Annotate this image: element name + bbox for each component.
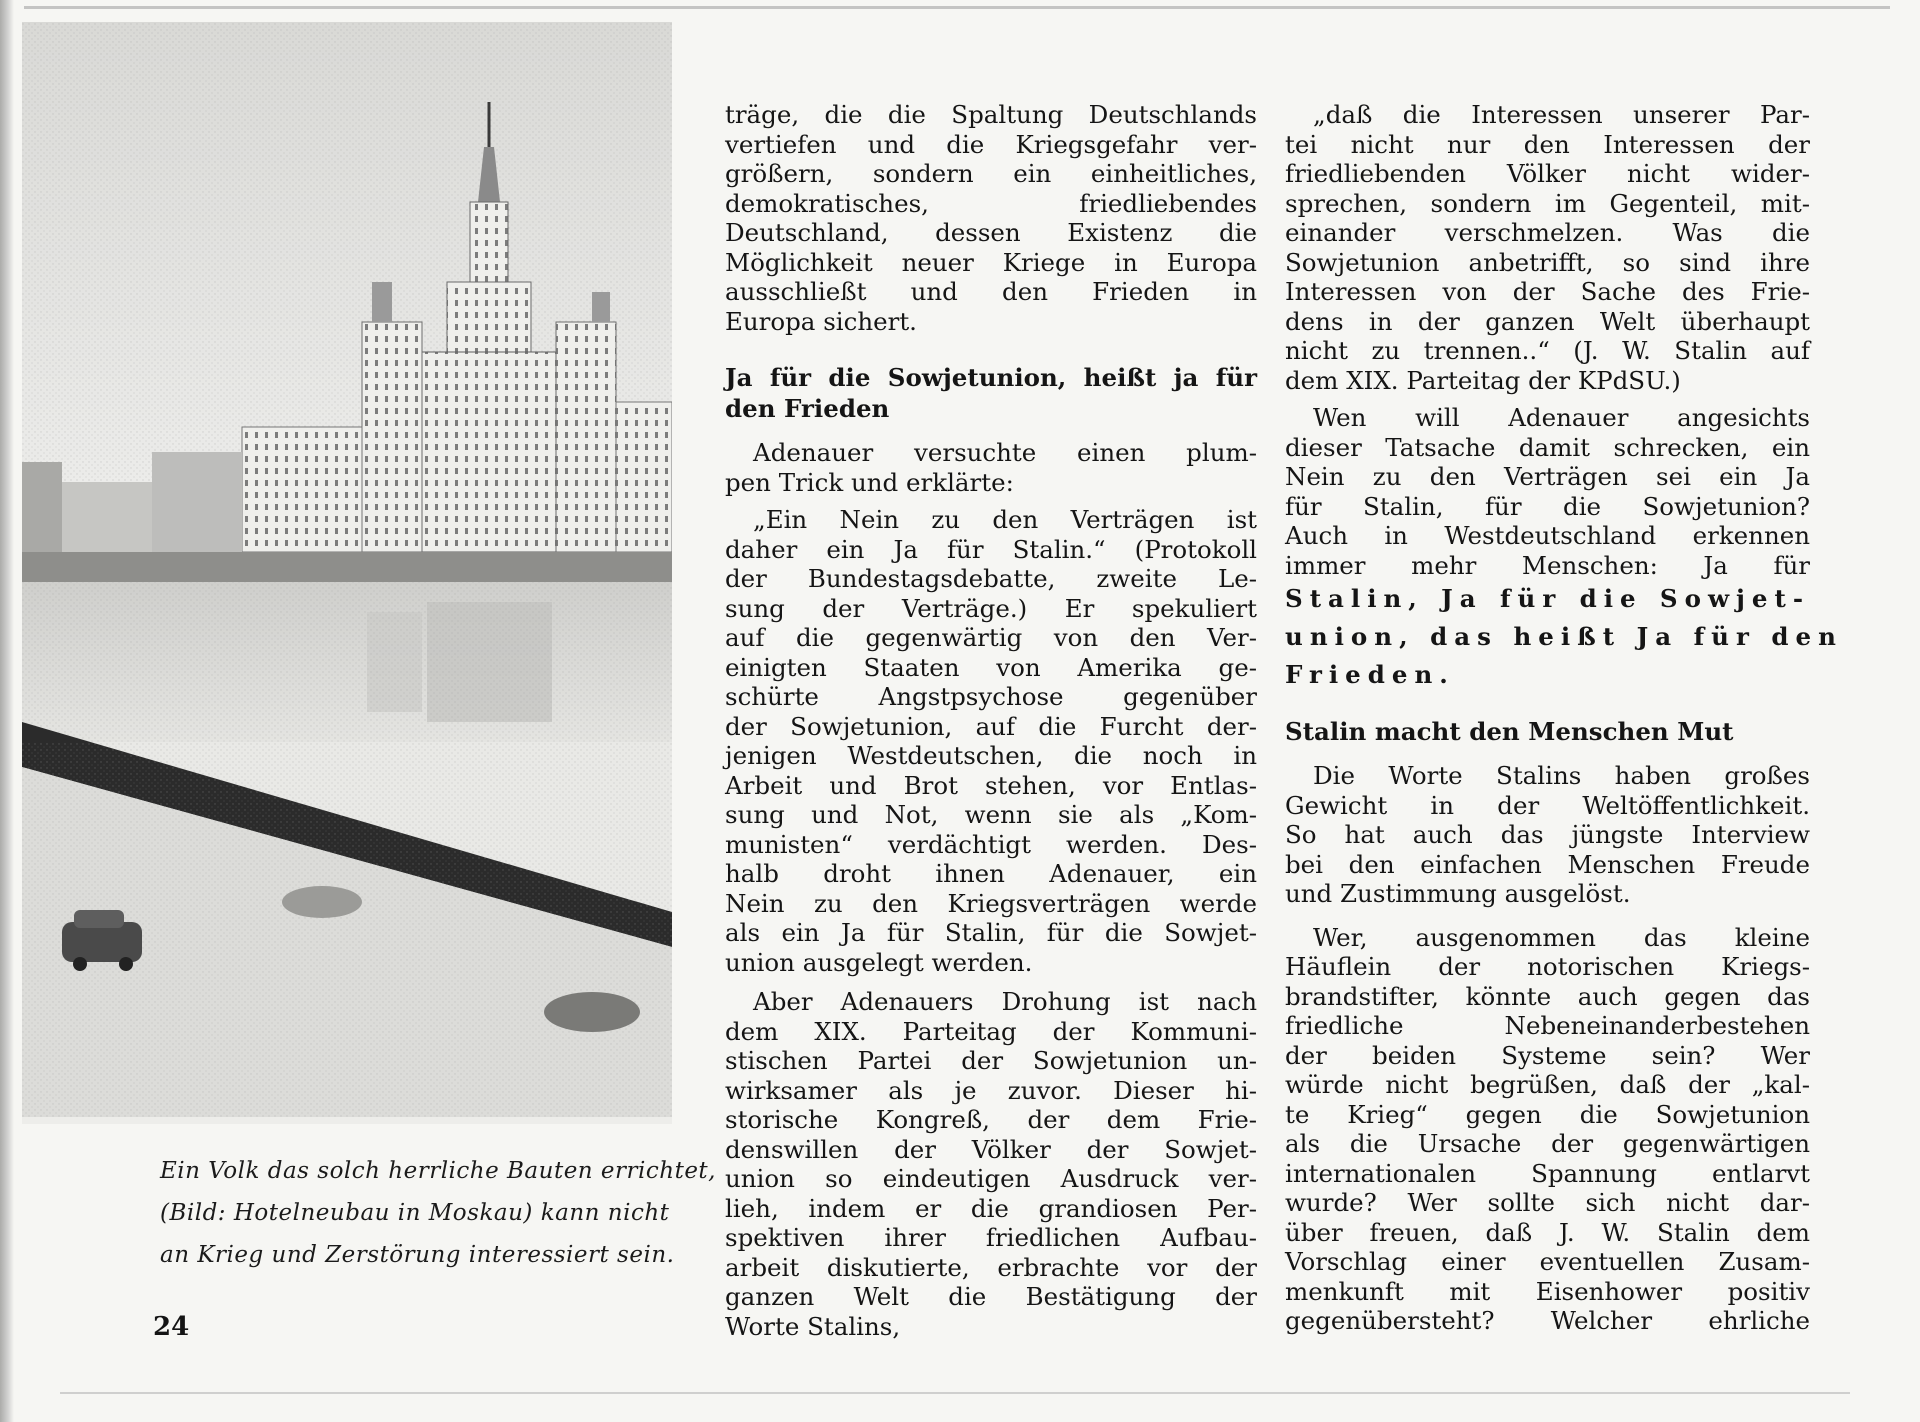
text-line: brandstifter, könnte auch gegen das: [1285, 981, 1810, 1011]
text-line: Die Worte Stalins haben großes: [1313, 761, 1810, 790]
text-line: Vorschlag einer eventuellen Zusam-: [1285, 1247, 1810, 1276]
text-line: Europa sichert.: [725, 306, 917, 336]
bottom-border: [60, 1392, 1850, 1394]
text-line: tei nicht nur den Interessen der: [1285, 129, 1810, 159]
text-line: größern, sondern ein einheitliches,: [725, 159, 1257, 188]
text-line: als die Ursache der gegenwärtigen: [1285, 1129, 1810, 1158]
paragraph: [725, 100, 1257, 336]
paragraph: [1285, 403, 1843, 694]
text-line: Auch in Westdeutschland erkennen: [1285, 521, 1810, 550]
text-line: Nein zu den Kriegsverträgen werde: [725, 888, 1257, 918]
section-heading: [725, 362, 1257, 424]
text-line: „daß die Interessen unserer Par-: [1313, 100, 1810, 129]
text-line: bei den einfachen Menschen Freude: [1285, 849, 1810, 879]
paragraph: [725, 438, 1257, 497]
text-line: spektiven ihrer friedlichen Aufbau-: [725, 1223, 1257, 1252]
text-line: Gewicht in der Weltöffentlichkeit.: [1285, 790, 1810, 820]
text-line: einander verschmelzen. Was die: [1285, 218, 1810, 247]
text-line: Worte Stalins,: [725, 1311, 901, 1341]
caption-line: an Krieg und Zerstörung interessiert sein.: [160, 1242, 675, 1268]
text-line: ausschließt und den Frieden in: [725, 277, 1257, 306]
text-line: der Sowjetunion, auf die Furcht der-: [725, 711, 1257, 741]
text-line: der Bundestagsdebatte, zweite Le-: [725, 564, 1257, 593]
page-edge-shadow: [0, 0, 14, 1422]
spaced-text-line: Frieden.: [1285, 660, 1455, 689]
text-line: für Stalin, für die Sowjetunion?: [1285, 491, 1810, 521]
text-line: wurde? Wer sollte sich nicht dar-: [1285, 1188, 1810, 1217]
text-line: menkunft mit Eisenhower positiv: [1285, 1276, 1810, 1306]
heading-line: Stalin macht den Menschen Mut: [1285, 717, 1734, 746]
text-line: der beiden Systeme sein? Wer: [1285, 1040, 1810, 1070]
text-line: Häuflein der notorischen Kriegs-: [1285, 952, 1810, 981]
top-border: [24, 6, 1890, 9]
text-line: Aber Adenauers Drohung ist nach: [753, 987, 1257, 1016]
text-line: sprechen, sondern im Gegenteil, mit-: [1285, 188, 1810, 218]
photo-caption: [160, 1150, 716, 1276]
paragraph: [725, 987, 1257, 1341]
text-line: immer mehr Menschen: Ja für: [1285, 550, 1810, 580]
text-line: friedliche Nebeneinanderbestehen: [1285, 1011, 1810, 1040]
text-line: Wen will Adenauer angesichts: [1313, 403, 1810, 432]
text-line: Nein zu den Verträgen sei ein Ja: [1285, 462, 1810, 491]
text-line: einigten Staaten von Amerika ge-: [725, 652, 1257, 682]
text-line: Deutschland, dessen Existenz die: [725, 218, 1257, 247]
text-line: union ausgelegt werden.: [725, 947, 1033, 977]
text-line: Arbeit und Brot stehen, vor Entlas-: [725, 770, 1257, 800]
tower-main-block: [422, 352, 556, 552]
text-line: dens in der ganzen Welt überhaupt: [1285, 306, 1810, 336]
text-line: „Ein Nein zu den Verträgen ist: [753, 505, 1257, 534]
text-line: vertiefen und die Kriegsgefahr ver-: [725, 129, 1257, 159]
text-line: dem XIX. Parteitag der KPdSU.): [1285, 365, 1681, 395]
text-line: storische Kongreß, der dem Frie-: [725, 1105, 1257, 1134]
text-line: Wer, ausgenommen das kleine: [1313, 922, 1810, 952]
car-right: [544, 992, 640, 1032]
text-line: und Zustimmung ausgelöst.: [1285, 879, 1631, 908]
text-line: wirksamer als je zuvor. Dieser hi-: [725, 1075, 1257, 1105]
text-line: union so eindeutigen Ausdruck ver-: [725, 1164, 1257, 1193]
text-line: nicht zu trennen..“ (J. W. Stalin auf: [1285, 336, 1810, 365]
text-line: denswillen der Völker der Sowjet-: [725, 1134, 1257, 1164]
text-line: würde nicht begrüßen, daß der „kal-: [1285, 1070, 1810, 1099]
text-line: munisten“ verdächtigt werden. Des-: [725, 829, 1257, 859]
paragraph: [1285, 761, 1810, 909]
text-line: te Krieg“ gegen die Sowjetunion: [1285, 1099, 1810, 1129]
text-line: als ein Ja für Stalin, für die Sowjet-: [725, 918, 1257, 947]
spaced-text-line: union, das heißt Ja für den: [1285, 622, 1843, 651]
text-line: pen Trick und erklärte:: [725, 467, 1014, 497]
paragraph: [1285, 100, 1810, 395]
text-line: auf die gegenwärtig von den Ver-: [725, 623, 1257, 652]
text-line: jenigen Westdeutschen, die noch in: [725, 741, 1257, 770]
text-line: träge, die die Spaltung Deutschlands: [725, 100, 1257, 129]
text-line: dem XIX. Parteitag der Kommuni-: [725, 1016, 1257, 1046]
paragraph: [1285, 923, 1810, 1336]
car-center: [282, 886, 362, 918]
text-line: demokratisches, friedliebendes: [725, 188, 1257, 218]
section-heading: [1285, 716, 1810, 747]
hotel-photo: [22, 22, 672, 1124]
text-line: stischen Partei der Sowjetunion un-: [725, 1046, 1257, 1075]
text-column-1: [725, 100, 1257, 1341]
text-line: gegenübersteht? Welcher ehrliche: [1285, 1306, 1810, 1335]
text-line: internationalen Spannung entlarvt: [1285, 1158, 1810, 1188]
text-line: Interessen von der Sache des Frie-: [1285, 277, 1810, 306]
text-line: schürte Angstpsychose gegenüber: [725, 682, 1257, 711]
text-line: sung und Not, wenn sie als „Kom-: [725, 800, 1257, 829]
text-line: lieh, indem er die grandiosen Per-: [725, 1193, 1257, 1223]
page-number: 24: [153, 1312, 190, 1342]
text-line: dieser Tatsache damit schrecken, ein: [1285, 432, 1810, 462]
text-column-2: [1285, 100, 1843, 1336]
paragraph: [725, 505, 1257, 977]
spaced-text-line: Stalin, Ja für die Sowjet-: [1285, 584, 1810, 613]
text-line: daher ein Ja für Stalin.“ (Protokoll: [725, 534, 1257, 564]
hotel-photo-drawing: [22, 22, 672, 1124]
text-line: arbeit diskutierte, erbrachte vor der: [725, 1252, 1257, 1282]
text-line: Sowjetunion anbetrifft, so sind ihre: [1285, 247, 1810, 277]
text-line: So hat auch das jüngste Interview: [1285, 820, 1810, 849]
text-line: über freuen, daß J. W. Stalin dem: [1285, 1217, 1810, 1247]
text-line: sung der Verträge.) Er spekuliert: [725, 593, 1257, 623]
text-line: Möglichkeit neuer Kriege in Europa: [725, 247, 1257, 277]
text-line: ganzen Welt die Bestätigung der: [725, 1282, 1257, 1311]
text-line: halb droht ihnen Adenauer, ein: [725, 859, 1257, 888]
text-line: Adenauer versuchte einen plum-: [753, 438, 1257, 467]
caption-line: (Bild: Hotelneubau in Moskau) kann nicht: [160, 1200, 670, 1226]
heading-line: den Frieden: [725, 394, 890, 423]
text-line: friedliebenden Völker nicht wider-: [1285, 159, 1810, 188]
caption-line: Ein Volk das solch herrliche Bauten errichtet,: [160, 1158, 716, 1184]
heading-line: Ja für die Sowjetunion, heißt ja für: [725, 363, 1257, 392]
